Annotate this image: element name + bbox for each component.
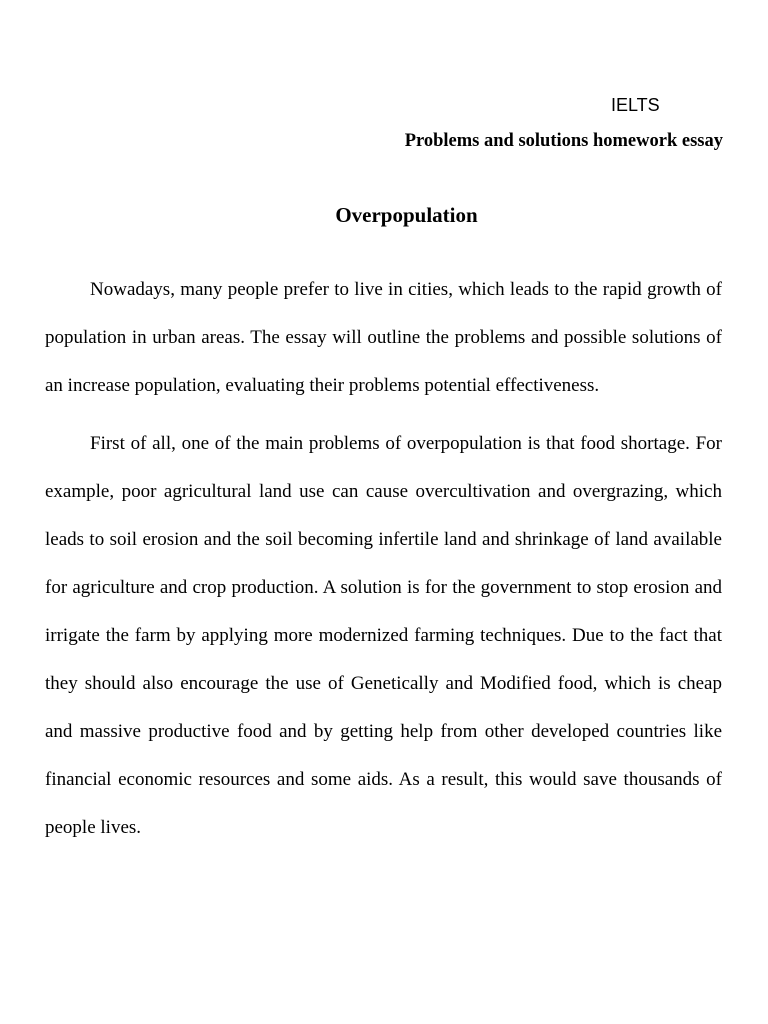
essay-paragraph-intro: Nowadays, many people prefer to live in cities, which leads to the rapid growth of population in urban areas. The essay will outline the problems and possible solutions of an increase population, evaluating their problems potential effectiveness.	[45, 279, 722, 396]
essay-paragraph-food-shortage: First of all, one of the main problems of overpopulation is that food shortage. For example, poor agricultural land use can cause overcultivation and overgrazing, which leads to soil erosion and the soil becoming infertile land and shrinkage of land available for agriculture and crop production. A solution is for the government to stop erosion and irrigate the farm by applying more modernized farming techniques. Due to the fact that they should also encourage the use of Genetically and Modified food, which is cheap and massive productive food and by getting help from other developed countries like financial economic resources and some aids. As a result, this would save thousands of people lives.	[45, 433, 722, 838]
essay-body	[45, 266, 722, 852]
course-label: IELTS	[611, 95, 660, 115]
essay-title: Overpopulation	[335, 203, 478, 227]
assignment-subtitle: Problems and solutions homework essay	[404, 131, 723, 151]
